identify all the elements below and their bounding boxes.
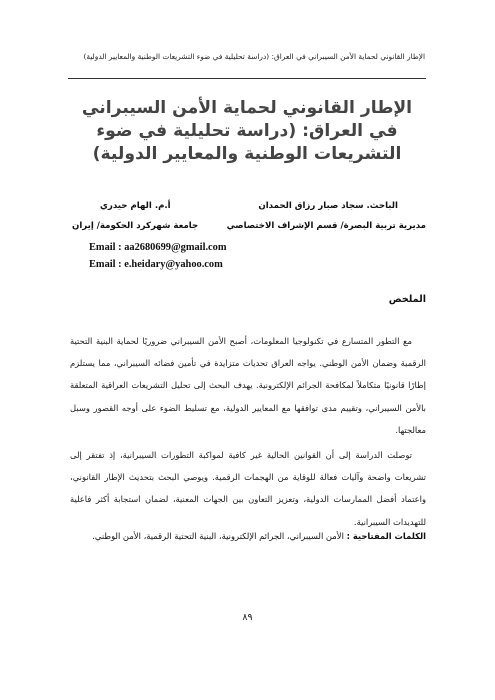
header-divider — [68, 78, 426, 79]
emails-block — [89, 239, 227, 273]
author-2-email[interactable]: Email : e.heidary@yahoo.com — [89, 259, 223, 270]
author-1-email[interactable]: Email : aa2680699@gmail.com — [89, 242, 227, 253]
abstract-paragraph-2-text: توصلت الدراسة إلى أن القوانين الحالية غير كافية لمواكبة التطورات السيبرانية، إذ تفتقر إلى تشريعات واضحة وآليات فعالة للوقاية من الهجمات الرقمية. ويوصي البحث بتحديث الإطار القانوني، واعتماد أفضل الممارسات الدولية، وتعزيز التعاون بين الجهات المعنية، لضمان استجابة أكثر فاعلية للتهديدات السيبرانية. — [70, 450, 426, 527]
abstract-paragraph — [70, 444, 426, 533]
paper-title: الإطار القانوني لحماية الأمن السيبراني في العراق: (دراسة تحليلية في ضوء التشريعات الوطنية والمعايير الدولية) — [81, 98, 413, 164]
author-2-affiliation: جامعة شهركرد الحكومة/ إيران — [72, 221, 199, 231]
abstract-heading: الملخص — [388, 294, 426, 305]
authors-block — [72, 201, 426, 241]
abstract-paragraph-1-text: مع التطور المتسارع في تكنولوجيا المعلومات، أصبح الأمن السيبراني ضروريًا لحماية البنية التحتية الرقمية وضمان الأمن الوطني. يواجه العراق تحديات متزايدة في تأمين فضائه السيبراني، مما يستلزم إطارًا قانونيًا متكاملاً لمكافحة الجرائم الإلكترونية. يهدف البحث إلى تحليل التشريعات العراقية المتعلقة بالأمن السيبراني، وتقييم مدى توافقها مع المعايير الدولية، مع تسليط الضوء على أوجه القصور وسبل معالجتها. — [70, 336, 426, 435]
keywords-line — [70, 529, 426, 543]
keywords-label: الكلمات المفتاحية : — [346, 531, 426, 541]
author-1-name: الباحث. سجاد صبار رزاق الحمدان — [258, 201, 398, 211]
running-header: الإطار القانوني لحماية الأمن السيبراني في العراق: (دراسة تحليلية في ضوء التشريعات الوطنية والمعايير الدولية) — [83, 52, 425, 61]
author-2-name: أ.م. الهام حيدري — [100, 201, 171, 211]
page-number: ٨٩ — [242, 612, 253, 623]
author-affiliations-row — [72, 221, 426, 241]
keywords-text: الأمن السيبراني، الجرائم الإلكترونية، البنية التحتية الرقمية، الأمن الوطني. — [92, 531, 344, 541]
author-names-row — [72, 201, 426, 221]
abstract-paragraph — [70, 330, 426, 441]
author-1-affiliation: مديرية تربية البصرة/ قسم الإشراف الاختصاصي — [226, 221, 426, 231]
